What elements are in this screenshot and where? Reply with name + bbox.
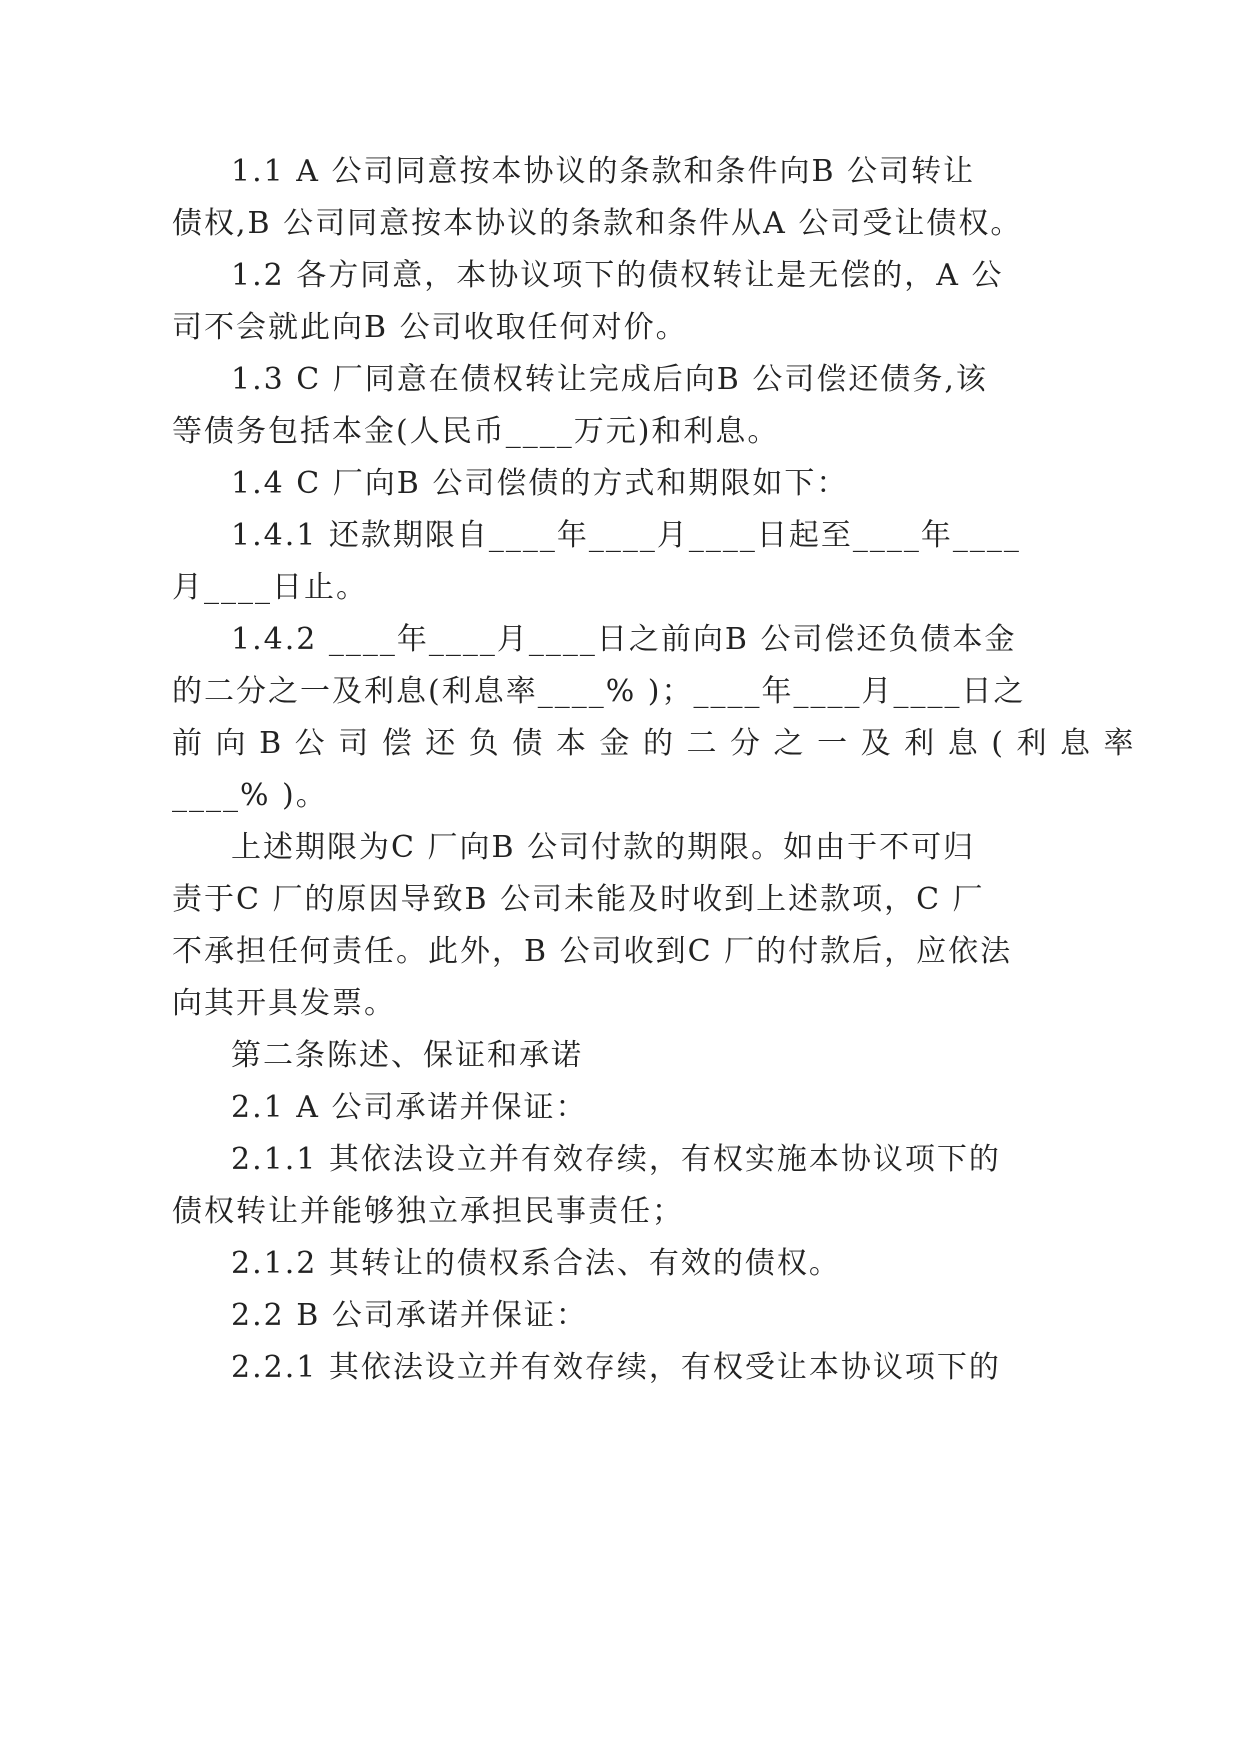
text-line-1-2-cont: 司不会就此向B 公司收取任何对价。 [172,310,688,345]
text-line-term-note-cont-b: 不承担任何责任。此外，B 公司收到C 厂的付款后，应依法 [172,934,1013,969]
text-line-1-3-indent: 1.3 C 厂同意在债权转让完成后向B 公司偿还债务,该 [231,362,988,397]
text-line-term-note-indent: 上述期限为C 厂向B 公司付款的期限。如由于不可归 [231,830,976,865]
text-line-1-4-2-indent: 1.4.2 ____年____月____日之前向B 公司偿还负债本金 [231,622,1017,657]
text-line-1-4-2-cont-c: ____% )。 [172,778,328,813]
text-line-term-note-cont-a: 责于C 厂的原因导致B 公司未能及时收到上述款项，C 厂 [172,882,985,917]
text-line-2-1: 2.1 A 公司承诺并保证： [231,1090,588,1125]
text-line-1-1-indent: 1.1 A 公司同意按本协议的条款和条件向B 公司转让 [231,154,976,189]
text-line-1-4-1-cont: 月____日止。 [172,570,368,605]
text-line-2-1-1-cont: 债权转让并能够独立承担民事责任； [172,1194,684,1229]
text-line-2-2: 2.2 B 公司承诺并保证： [231,1298,588,1333]
text-line-1-4-1-indent: 1.4.1 还款期限自____年____月____日起至____年____ [231,518,1021,553]
text-line-term-note-cont-c: 向其开具发票。 [172,986,396,1021]
text-line-2-1-2: 2.1.2 其转让的债权系合法、有效的债权。 [231,1246,841,1281]
text-line-1-3-cont: 等债务包括本金(人民币____万元)和利息。 [172,414,780,449]
text-line-2-2-1: 2.2.1 其依法设立并有效存续，有权受让本协议项下的 [231,1350,1001,1385]
text-line-1-4-2-cont-a: 的二分之一及利息(利息率____% )；____年____月____日之 [172,674,1026,709]
text-line-1-2-indent: 1.2 各方同意，本协议项下的债权转让是无偿的，A 公 [231,258,1004,293]
text-line-1-4-2-cont-b: 前 向 B 公 司 偿 还 负 债 本 金 的 二 分 之 一 及 利 息 ( 利 息 率 [172,726,1136,761]
text-line-2-1-1-indent: 2.1.1 其依法设立并有效存续，有权实施本协议项下的 [231,1142,1001,1177]
text-line-1-1-cont: 债权,B 公司同意按本协议的条款和条件从A 公司受让债权。 [172,206,1023,241]
section-heading-article-2: 第二条陈述、保证和承诺 [231,1038,583,1073]
text-line-1-4: 1.4 C 厂向B 公司偿债的方式和期限如下： [231,466,849,501]
